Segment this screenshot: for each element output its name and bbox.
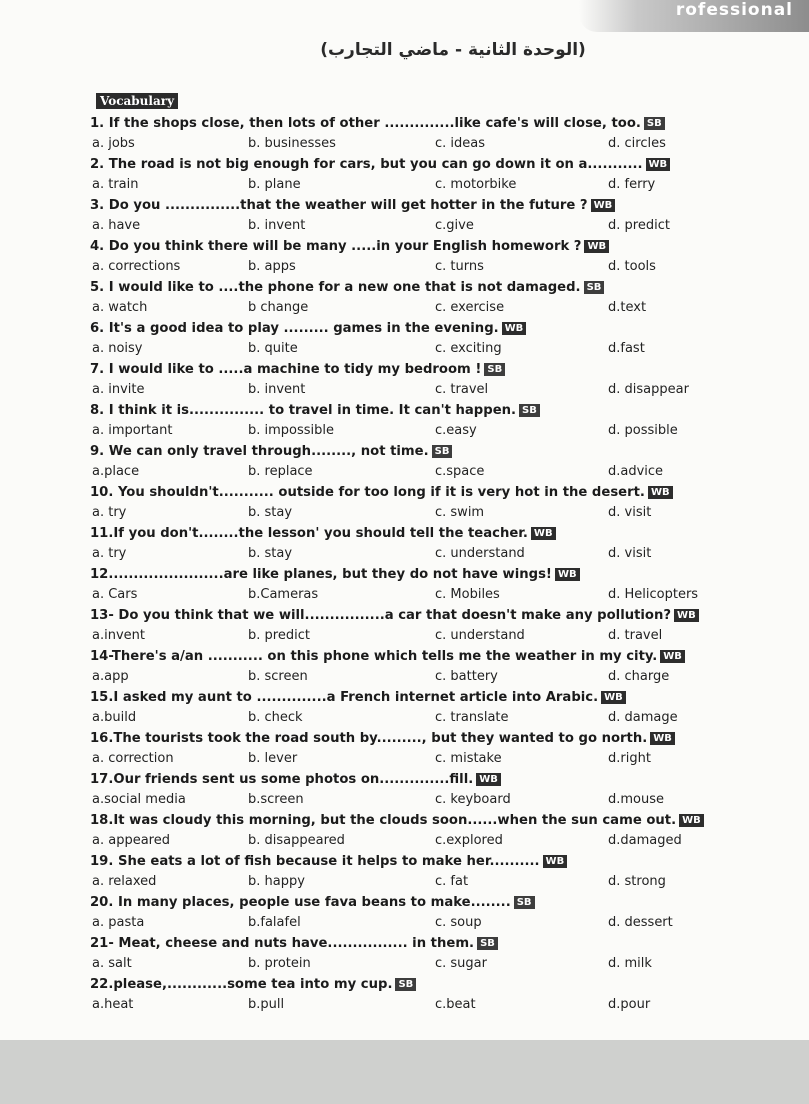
- option-a: a. jobs: [92, 136, 135, 151]
- option-b: b. plane: [248, 177, 301, 192]
- option-d: d. disappear: [608, 382, 689, 397]
- question-item: [90, 444, 760, 485]
- option-c: c. sugar: [435, 956, 487, 971]
- question-item: [90, 485, 760, 526]
- option-a: a. Cars: [92, 587, 138, 602]
- option-a: a. train: [92, 177, 139, 192]
- question-text: 19. She eats a lot of fish because it helps to make her..........: [90, 854, 540, 869]
- option-a: a. relaxed: [92, 874, 157, 889]
- option-a: a. watch: [92, 300, 148, 315]
- source-tag: WB: [601, 691, 626, 704]
- option-c: c. soup: [435, 915, 482, 930]
- question-item: [90, 731, 760, 772]
- question-stem: [90, 198, 615, 213]
- option-c: c. exciting: [435, 341, 502, 356]
- question-text: 11.If you don't........the lesson' you should tell the teacher.: [90, 526, 528, 541]
- question-text: 17.Our friends sent us some photos on..............fill.: [90, 772, 474, 787]
- source-tag: WB: [660, 650, 685, 663]
- question-stem: [90, 362, 505, 377]
- question-text: 20. In many places, people use fava beans to make........: [90, 895, 511, 910]
- question-item: [90, 526, 760, 567]
- question-stem: [90, 895, 535, 910]
- question-item: [90, 157, 760, 198]
- question-stem: [90, 813, 704, 828]
- option-c: c. mistake: [435, 751, 502, 766]
- option-d: d.fast: [608, 341, 645, 356]
- question-item: [90, 116, 760, 157]
- option-b: b. apps: [248, 259, 296, 274]
- option-c: c.explored: [435, 833, 503, 848]
- option-b: b. happy: [248, 874, 305, 889]
- option-c: c. ideas: [435, 136, 486, 151]
- option-b: b. stay: [248, 505, 293, 520]
- option-b: b. disappeared: [248, 833, 345, 848]
- source-tag: SB: [519, 404, 540, 417]
- source-tag: SB: [584, 281, 605, 294]
- option-c: c.give: [435, 218, 474, 233]
- option-c: c. understand: [435, 546, 525, 561]
- question-text: 7. I would like to .....a machine to tidy my bedroom !: [90, 362, 482, 377]
- question-text: 13- Do you think that we will................a car that doesn't make any pollution?: [90, 608, 672, 623]
- option-d: d. circles: [608, 136, 666, 151]
- question-text: 5. I would like to ....the phone for a new one that is not damaged.: [90, 280, 581, 295]
- option-d: d. ferry: [608, 177, 656, 192]
- option-d: d. tools: [608, 259, 656, 274]
- question-stem: [90, 116, 665, 131]
- question-item: [90, 690, 760, 731]
- option-d: d. dessert: [608, 915, 673, 930]
- option-a: a. have: [92, 218, 141, 233]
- option-c: c. travel: [435, 382, 489, 397]
- question-stem: [90, 854, 567, 869]
- option-a: a. corrections: [92, 259, 181, 274]
- question-text: 10. You shouldn't........... outside for too long if it is very hot in the desert.: [90, 485, 645, 500]
- question-list: [90, 116, 760, 1018]
- option-d: d. Helicopters: [608, 587, 699, 602]
- option-b: b. screen: [248, 669, 308, 684]
- question-stem: [90, 239, 609, 254]
- arabic-heading: (الوحدة الثانية - ماضي التجارب): [320, 40, 586, 60]
- source-tag: WB: [674, 609, 699, 622]
- question-item: [90, 854, 760, 895]
- option-b: b. check: [248, 710, 303, 725]
- option-b: b. businesses: [248, 136, 336, 151]
- source-tag: WB: [591, 199, 616, 212]
- option-b: b. lever: [248, 751, 298, 766]
- question-stem: [90, 690, 626, 705]
- question-text: 21- Meat, cheese and nuts have................ in them.: [90, 936, 475, 951]
- option-a: a.build: [92, 710, 137, 725]
- question-stem: [90, 403, 540, 418]
- option-d: d. milk: [608, 956, 652, 971]
- question-text: 22.please,............some tea into my cup.: [90, 977, 393, 992]
- question-text: 9. We can only travel through........, not time.: [90, 444, 429, 459]
- option-a: a. correction: [92, 751, 174, 766]
- option-c: c.beat: [435, 997, 476, 1012]
- question-text: 8. I think it is............... to travel in time. It can't happen.: [90, 403, 517, 418]
- option-a: a.invent: [92, 628, 145, 643]
- question-item: [90, 608, 760, 649]
- source-tag: SB: [477, 937, 498, 950]
- option-c: c. translate: [435, 710, 509, 725]
- question-text: 2. The road is not big enough for cars, but you can go down it on a...........: [90, 157, 643, 172]
- source-tag: WB: [584, 240, 609, 253]
- source-tag: SB: [514, 896, 535, 909]
- option-b: b. impossible: [248, 423, 335, 438]
- option-d: d. possible: [608, 423, 678, 438]
- option-a: a. salt: [92, 956, 132, 971]
- question-stem: [90, 485, 673, 500]
- option-c: c. swim: [435, 505, 485, 520]
- question-text: 18.It was cloudy this morning, but the clouds soon......when the sun came out.: [90, 813, 677, 828]
- brand-text: rofessional: [675, 0, 793, 20]
- option-d: d. travel: [608, 628, 663, 643]
- question-item: [90, 198, 760, 239]
- option-b: b. replace: [248, 464, 313, 479]
- section-label: Vocabulary: [96, 93, 178, 109]
- question-text: 14-There's a/an ........... on this phone which tells me the weather in my city.: [90, 649, 658, 664]
- option-c: c. exercise: [435, 300, 505, 315]
- question-text: 1. If the shops close, then lots of other ..............like cafe's will close, too.: [90, 116, 641, 131]
- option-d: d. visit: [608, 505, 652, 520]
- question-item: [90, 362, 760, 403]
- option-c: c. motorbike: [435, 177, 517, 192]
- option-d: d. predict: [608, 218, 670, 233]
- source-tag: WB: [648, 486, 673, 499]
- option-c: c.space: [435, 464, 485, 479]
- option-b: b.Cameras: [248, 587, 319, 602]
- question-item: [90, 567, 760, 608]
- option-b: b. quite: [248, 341, 298, 356]
- source-tag: WB: [502, 322, 527, 335]
- option-a: a. pasta: [92, 915, 145, 930]
- option-d: d.right: [608, 751, 651, 766]
- source-tag: WB: [555, 568, 580, 581]
- source-tag: SB: [484, 363, 505, 376]
- option-a: a. appeared: [92, 833, 170, 848]
- question-stem: [90, 977, 416, 992]
- option-d: d.pour: [608, 997, 651, 1012]
- option-c: c. turns: [435, 259, 484, 274]
- source-tag: WB: [543, 855, 568, 868]
- option-a: a.place: [92, 464, 140, 479]
- option-d: d.advice: [608, 464, 664, 479]
- source-tag: SB: [395, 978, 416, 991]
- option-d: d. damage: [608, 710, 678, 725]
- option-a: a. try: [92, 505, 127, 520]
- option-b: b. predict: [248, 628, 310, 643]
- option-a: a.heat: [92, 997, 134, 1012]
- question-item: [90, 895, 760, 936]
- option-a: a. noisy: [92, 341, 143, 356]
- option-d: d. strong: [608, 874, 666, 889]
- question-text: 12.......................are like planes, but they do not have wings!: [90, 567, 552, 582]
- question-stem: [90, 649, 685, 664]
- question-item: [90, 936, 760, 977]
- source-tag: WB: [476, 773, 501, 786]
- page-bottom-edge: [0, 1040, 809, 1104]
- question-stem: [90, 608, 699, 623]
- option-b: b change: [248, 300, 309, 315]
- source-tag: WB: [646, 158, 671, 171]
- source-tag: WB: [650, 732, 675, 745]
- question-item: [90, 403, 760, 444]
- option-d: d.mouse: [608, 792, 665, 807]
- option-d: d.damaged: [608, 833, 682, 848]
- option-b: b. invent: [248, 382, 306, 397]
- option-b: b.screen: [248, 792, 304, 807]
- option-c: c.easy: [435, 423, 477, 438]
- question-stem: [90, 772, 501, 787]
- question-text: 4. Do you think there will be many .....in your English homework ?: [90, 239, 582, 254]
- question-stem: [90, 567, 580, 582]
- option-a: a. important: [92, 423, 173, 438]
- question-stem: [90, 526, 556, 541]
- question-item: [90, 977, 760, 1018]
- source-tag: SB: [644, 117, 665, 130]
- option-a: a.app: [92, 669, 129, 684]
- question-text: 16.The tourists took the road south by........., but they wanted to go north.: [90, 731, 648, 746]
- question-stem: [90, 321, 526, 336]
- question-stem: [90, 444, 452, 459]
- question-item: [90, 280, 760, 321]
- question-text: 15.I asked my aunt to ..............a French internet article into Arabic.: [90, 690, 599, 705]
- option-d: d. charge: [608, 669, 670, 684]
- option-c: c. battery: [435, 669, 498, 684]
- source-tag: WB: [679, 814, 704, 827]
- question-item: [90, 649, 760, 690]
- question-item: [90, 239, 760, 280]
- question-item: [90, 772, 760, 813]
- source-tag: SB: [432, 445, 453, 458]
- option-a: a.social media: [92, 792, 186, 807]
- option-b: b. stay: [248, 546, 293, 561]
- question-stem: [90, 936, 498, 951]
- option-b: b.falafel: [248, 915, 301, 930]
- question-stem: [90, 157, 670, 172]
- option-c: c. understand: [435, 628, 525, 643]
- option-a: a. invite: [92, 382, 145, 397]
- option-d: d. visit: [608, 546, 652, 561]
- option-c: c. Mobiles: [435, 587, 500, 602]
- option-d: d.text: [608, 300, 647, 315]
- question-stem: [90, 280, 604, 295]
- option-c: c. keyboard: [435, 792, 511, 807]
- question-text: 3. Do you ...............that the weather will get hotter in the future ?: [90, 198, 588, 213]
- option-a: a. try: [92, 546, 127, 561]
- option-b: b. invent: [248, 218, 306, 233]
- question-item: [90, 321, 760, 362]
- option-b: b. protein: [248, 956, 311, 971]
- question-item: [90, 813, 760, 854]
- option-c: c. fat: [435, 874, 469, 889]
- question-text: 6. It's a good idea to play ......... games in the evening.: [90, 321, 499, 336]
- source-tag: WB: [531, 527, 556, 540]
- option-b: b.pull: [248, 997, 285, 1012]
- question-stem: [90, 731, 675, 746]
